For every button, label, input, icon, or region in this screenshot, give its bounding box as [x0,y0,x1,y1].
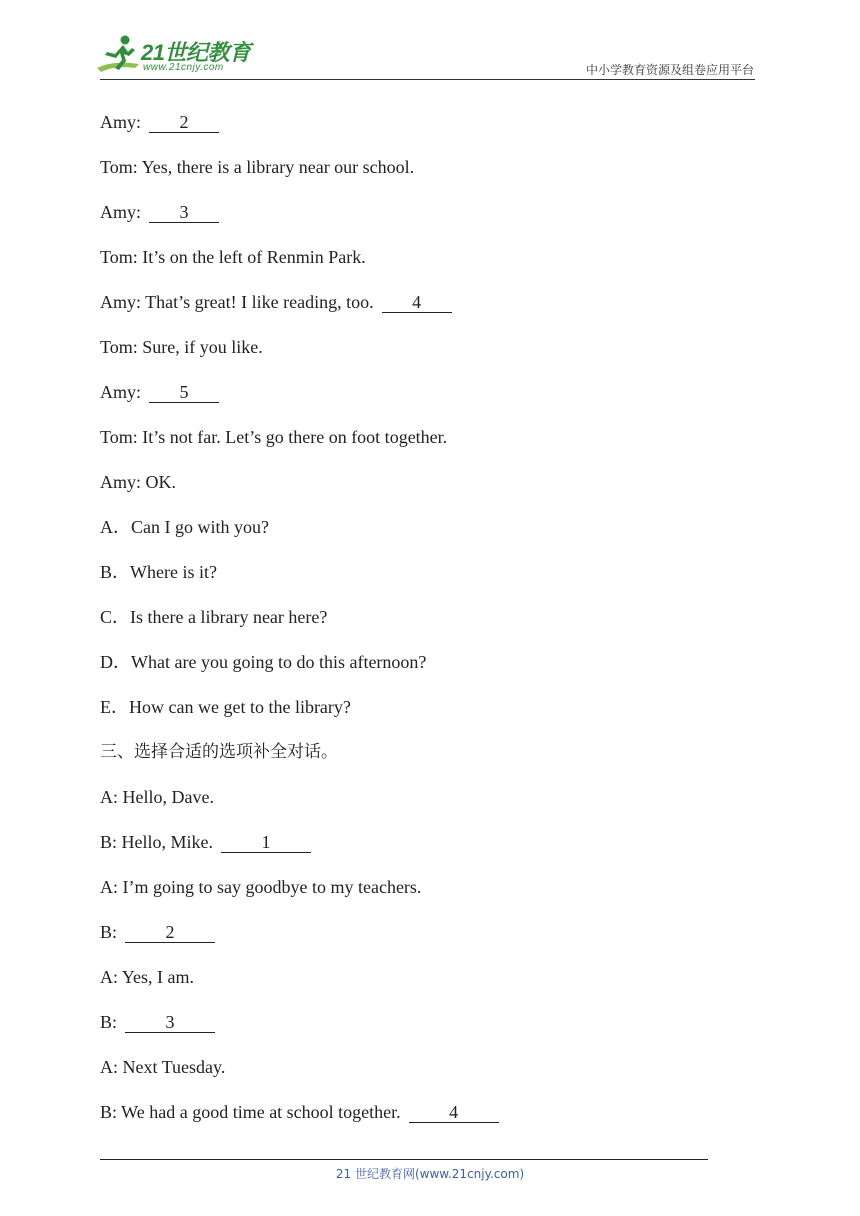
page-header [0,0,860,82]
dialogue-line [100,291,452,313]
dialogue-line [100,1056,225,1078]
line-text: Tom: It’s not far. Let’s go there on foot together. [100,427,448,447]
dialogue-line [100,966,194,988]
answer-blank: 3 [149,202,219,223]
option-e: E．How can we get to the library? [100,697,351,717]
answer-blank: 4 [382,292,452,313]
answer-blank: 2 [125,922,215,943]
line-text: Tom: Yes, there is a library near our school. [100,157,415,177]
answer-blank: 4 [409,1102,499,1123]
answer-blank: 5 [149,382,219,403]
logo-main-text: 21世纪教育 [141,40,251,65]
line-text: A: I’m going to say goodbye to my teachers. [100,877,422,897]
answer-blank: 1 [221,832,311,853]
dialogue-line [100,156,414,178]
header-platform-text: 中小学教育资源及组卷应用平台 [585,63,754,77]
footer-text: 21 世纪教育网(www.21cnjy.com) [335,1167,525,1181]
logo [95,34,265,78]
line-text: Tom: It’s on the left of Renmin Park. [100,247,366,267]
answer-blank: 2 [149,112,219,133]
dialogue-line [100,246,366,268]
dialogue-line [100,381,219,403]
option-a: A．Can I go with you? [100,517,269,537]
dialogue-line [100,426,447,448]
dialogue-line [100,1101,499,1123]
line-text: Tom: Sure, if you like. [100,337,263,357]
line-text: A: Next Tuesday. [100,1057,226,1077]
dialogue-line [100,921,215,943]
dialogue-line [100,876,421,898]
section-title: 三、选择合适的选项补全对话。 [100,742,338,762]
line-text: B: We had a good time at school together. [100,1102,401,1122]
dialogue-line [100,336,263,358]
answer-blank: 3 [125,1012,215,1033]
line-text: B: [100,1012,118,1032]
line-text: B: Hello, Mike. [100,832,213,852]
line-text: A: Hello, Dave. [100,787,214,807]
line-text: Amy: OK. [100,472,176,492]
line-text: Amy: [100,382,142,402]
runner-logo-icon [95,34,143,78]
header-divider [100,79,755,80]
dialogue-line [100,201,219,223]
logo-url-text: www.21cnjy.com [143,62,224,73]
option-b: B．Where is it? [100,562,217,582]
dialogue-line [100,111,219,133]
line-text: Amy: That’s great! I like reading, too. [100,292,374,312]
line-text: Amy: [100,202,142,222]
dialogue-line [100,831,311,853]
option-d: D．What are you going to do this afternoon? [100,652,427,672]
line-text: A: Yes, I am. [100,967,195,987]
footer-divider [100,1159,708,1160]
dialogue-line [100,1011,215,1033]
line-text: Amy: [100,112,142,132]
option-c: C．Is there a library near here? [100,607,328,627]
dialogue-line [100,471,176,493]
dialogue-line [100,786,214,808]
line-text: B: [100,922,118,942]
